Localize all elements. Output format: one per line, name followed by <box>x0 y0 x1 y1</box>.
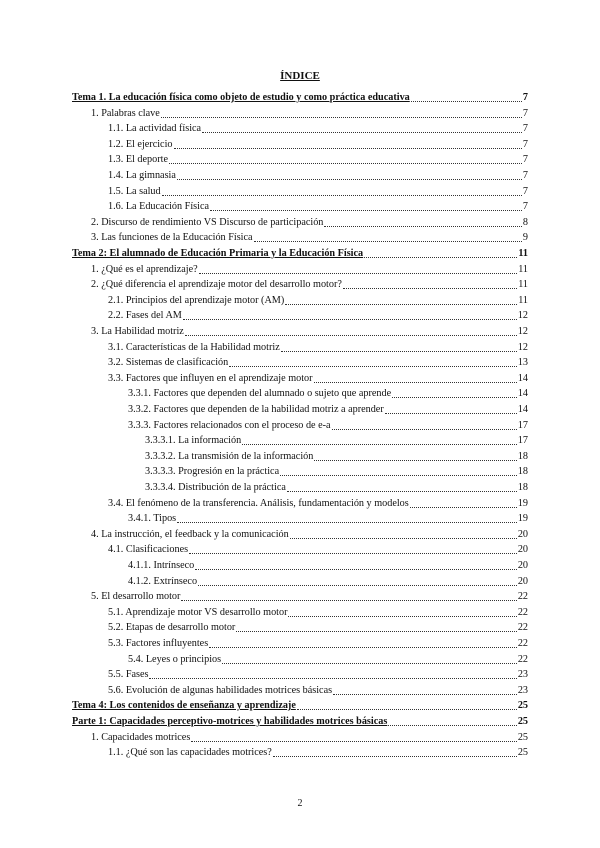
toc-entry-label: 3.3.2. Factores que dependen de la habilidad motriz a aprender <box>128 404 384 415</box>
toc-entry-label: 3.4.1. Tipos <box>128 513 177 525</box>
toc-entry-label: 5.6. Evolución de algunas habilidades motrices básicas <box>108 684 333 696</box>
toc-entry-page: 9 <box>522 232 528 244</box>
toc-entry-page: 20 <box>517 575 528 587</box>
toc-entry-page: 11 <box>518 263 528 275</box>
dot-leader <box>169 153 522 164</box>
dot-leader <box>324 216 522 227</box>
dot-leader <box>410 497 517 508</box>
toc-entry-page: 25 <box>517 700 528 712</box>
toc-entry[interactable] <box>108 370 528 385</box>
toc-entry-page: 17 <box>517 419 528 431</box>
toc-entry[interactable] <box>91 323 528 338</box>
dot-leader <box>185 325 517 336</box>
toc-entry-label: Tema 1. La educación física como objeto de estudio y como práctica educativa <box>72 92 410 103</box>
toc-entry-label: 3.3.3.4. Distribución de la práctica <box>145 482 286 493</box>
dot-leader <box>385 403 517 414</box>
dot-leader <box>174 138 522 149</box>
toc-entry[interactable] <box>91 526 528 541</box>
toc-entry[interactable] <box>145 448 528 463</box>
toc-entry[interactable] <box>91 214 528 229</box>
toc-entry-label: 4.1.2. Extrínseco <box>128 575 198 587</box>
toc-entry-label: 5.4. Leyes o principios <box>128 653 222 665</box>
dot-leader <box>297 699 517 710</box>
toc-entry-label: 1. Palabras clave <box>91 107 160 119</box>
toc-entry-page: 7 <box>522 185 528 197</box>
toc-entry[interactable] <box>108 183 528 198</box>
toc-entry[interactable] <box>108 619 528 634</box>
toc-entry-label: 3.3. Factores que influyen en el aprendizaje motor <box>108 372 313 384</box>
index-title: ÍNDICE <box>280 70 320 82</box>
dot-leader <box>177 512 517 523</box>
toc-entry[interactable] <box>128 651 528 666</box>
dot-leader <box>202 122 522 133</box>
dot-leader <box>388 715 517 726</box>
toc-entry[interactable] <box>108 136 528 151</box>
toc-entry-page: 12 <box>517 310 528 322</box>
toc-entry-page: 22 <box>517 653 528 665</box>
dot-leader <box>149 668 516 679</box>
toc-entry-page: 19 <box>517 497 528 509</box>
dot-leader <box>273 746 517 757</box>
toc-entry-page: 17 <box>517 435 528 447</box>
toc-entry-page: 23 <box>517 684 528 696</box>
toc-entry-label: 3.3.3. Factores relacionados con el proceso de e-a <box>128 419 331 431</box>
toc-entry-page: 22 <box>517 638 528 649</box>
toc-entry-page: 7 <box>522 107 528 119</box>
dot-leader <box>183 309 517 320</box>
toc-entry-page: 23 <box>517 669 528 681</box>
dot-leader <box>209 637 517 648</box>
toc-entry-label: 3.1. Características de la Habilidad motriz <box>108 341 280 353</box>
toc-entry[interactable] <box>108 682 528 697</box>
toc-entry-page: 7 <box>522 123 528 135</box>
toc-entry-page: 12 <box>517 341 528 353</box>
dot-leader <box>195 559 517 570</box>
toc-entry[interactable] <box>108 307 528 322</box>
toc-entry-page: 18 <box>517 482 528 493</box>
toc-entry[interactable] <box>108 339 528 354</box>
toc-entry-label: 4.1. Clasificaciones <box>108 544 189 556</box>
toc-entry-page: 22 <box>517 606 528 618</box>
toc-entry[interactable] <box>108 604 528 619</box>
toc-entry-label: Parte 1: Capacidades perceptivo-motrices y habilidades motrices básicas <box>72 716 388 727</box>
toc-entry-page: 13 <box>517 357 528 369</box>
toc-entry[interactable] <box>108 198 528 213</box>
dot-leader <box>177 169 522 180</box>
toc-entry-page: 25 <box>517 716 528 727</box>
toc-entry-page: 11 <box>518 248 528 259</box>
toc-entry-page: 18 <box>517 450 528 462</box>
dot-leader <box>285 294 517 305</box>
toc-entry-label: Tema 4: Los contenidos de enseñanza y aprendizaje <box>72 700 296 712</box>
dot-leader <box>288 606 516 617</box>
toc-entry-page: 14 <box>517 388 528 400</box>
toc-entry-label: 1. Capacidades motrices <box>91 731 191 743</box>
dot-leader <box>411 91 522 102</box>
toc-entry-label: 3.3.3.2. La transmisión de la información <box>145 450 314 462</box>
dot-leader <box>242 434 517 445</box>
toc-entry[interactable] <box>128 557 528 572</box>
toc-entry[interactable] <box>108 666 528 681</box>
toc-entry[interactable] <box>128 510 528 525</box>
toc-entry-label: 1.1. La actividad física <box>108 123 202 135</box>
toc-entry-label: 1.2. El ejercicio <box>108 138 173 150</box>
dot-leader <box>290 528 517 539</box>
toc-entry-label: 3.3.3.1. La información <box>145 435 242 447</box>
toc-entry-label: 2.2. Fases del AM <box>108 310 182 322</box>
toc-entry[interactable] <box>91 729 528 744</box>
toc-entry-page: 14 <box>517 372 528 384</box>
toc-entry[interactable] <box>91 276 528 291</box>
toc-entry-page: 7 <box>522 154 528 166</box>
toc-entry[interactable] <box>108 354 528 369</box>
toc-entry-page: 18 <box>517 466 528 478</box>
toc-entry-page: 14 <box>517 404 528 415</box>
dot-leader <box>181 590 516 601</box>
toc-entry[interactable] <box>108 541 528 556</box>
toc-entry-label: 3. Las funciones de la Educación Física <box>91 232 253 244</box>
toc-entry[interactable] <box>91 105 528 120</box>
toc-entry[interactable] <box>108 167 528 182</box>
toc-entry[interactable] <box>72 713 528 728</box>
toc-entry-label: 3.4. El fenómeno de la transferencia. Análisis, fundamentación y modelos <box>108 497 409 509</box>
toc-entry-label: 1.4. La gimnasia <box>108 170 176 181</box>
toc-entry-label: 3. La Habilidad motriz <box>91 326 184 337</box>
toc-entry-label: 5.1. Aprendizaje motor VS desarrollo motor <box>108 606 288 618</box>
toc-entry-page: 7 <box>522 201 528 213</box>
dot-leader <box>199 263 518 274</box>
toc-entry-page: 20 <box>517 528 528 540</box>
toc-entry[interactable] <box>108 151 528 166</box>
toc-entry[interactable] <box>108 120 528 135</box>
dot-leader <box>287 481 517 492</box>
toc-entry[interactable] <box>108 495 528 510</box>
toc-entry[interactable] <box>145 479 528 494</box>
toc-entry-label: 3.3.1. Factores que dependen del alumnado o sujeto que aprende <box>128 388 392 400</box>
dot-leader <box>191 731 517 742</box>
toc-entry[interactable] <box>128 573 528 588</box>
dot-leader <box>161 107 522 118</box>
toc-entry[interactable] <box>72 697 528 712</box>
toc-entry[interactable] <box>145 432 528 447</box>
toc-entry[interactable] <box>108 292 528 307</box>
toc-entry[interactable] <box>108 635 528 650</box>
dot-leader <box>280 465 517 476</box>
toc-entry-page: 12 <box>517 326 528 337</box>
dot-leader <box>364 247 517 258</box>
dot-leader <box>236 621 517 632</box>
toc-entry[interactable] <box>128 385 528 400</box>
toc-entry[interactable] <box>91 588 528 603</box>
toc-entry-label: 4.1.1. Intrínseco <box>128 560 195 571</box>
toc-entry-page: 22 <box>517 622 528 634</box>
toc-entry-page: 11 <box>518 294 528 306</box>
toc-entry-label: 5. El desarrollo motor <box>91 591 181 603</box>
toc-entry-label: 1.3. El deporte <box>108 154 168 166</box>
dot-leader <box>254 231 522 242</box>
toc-entry[interactable] <box>91 229 528 244</box>
toc-entry[interactable] <box>108 744 528 759</box>
toc-entry[interactable] <box>128 417 528 432</box>
toc-entry-page: 7 <box>522 92 528 103</box>
toc-entry-page: 11 <box>518 279 528 291</box>
dot-leader <box>210 200 522 211</box>
toc-entry-label: 1.6. La Educación Física <box>108 201 209 213</box>
dot-leader <box>314 450 516 461</box>
toc-entry-label: 4. La instrucción, el feedback y la comunicación <box>91 528 289 540</box>
toc-entry-page: 8 <box>522 216 528 228</box>
toc-entry[interactable] <box>145 463 528 478</box>
dot-leader <box>229 356 517 367</box>
toc-entry-label: 1. ¿Qué es el aprendizaje? <box>91 263 198 275</box>
dot-leader <box>189 543 517 554</box>
toc-entry-label: Tema 2: El alumnado de Educación Primaria y la Educación Física <box>72 248 364 259</box>
dot-leader <box>343 278 517 289</box>
dot-leader <box>222 653 517 664</box>
toc-entry-page: 22 <box>517 591 528 603</box>
toc-entry-label: 2. Discurso de rendimiento VS Discurso de participación <box>91 216 324 228</box>
toc-entry-page: 20 <box>517 544 528 556</box>
toc-entry-label: 5.3. Factores influyentes <box>108 638 209 649</box>
toc-entry-label: 5.2. Etapas de desarrollo motor <box>108 622 236 634</box>
toc-entry-page: 20 <box>517 560 528 571</box>
toc-entry-page: 25 <box>517 731 528 743</box>
dot-leader <box>333 684 517 695</box>
dot-leader <box>314 372 517 383</box>
toc-entry[interactable] <box>72 89 528 104</box>
page-number: 2 <box>297 798 303 809</box>
toc-entry-label: 3.2. Sistemas de clasificación <box>108 357 229 369</box>
dot-leader <box>198 575 517 586</box>
toc-entry-page: 25 <box>517 747 528 759</box>
toc-entry[interactable] <box>128 401 528 416</box>
dot-leader <box>162 185 522 196</box>
toc-entry-label: 2. ¿Qué diferencia el aprendizaje motor del desarrollo motor? <box>91 279 342 291</box>
toc-entry[interactable] <box>91 261 528 276</box>
toc-entry-label: 5.5. Fases <box>108 669 149 681</box>
dot-leader <box>281 341 517 352</box>
toc-entry-label: 2.1. Principios del aprendizaje motor (AM) <box>108 294 285 306</box>
toc-entry-label: 3.3.3.3. Progresión en la práctica <box>145 466 280 478</box>
toc-entry-page: 7 <box>522 170 528 181</box>
toc-entry-label: 1.1. ¿Qué son las capacidades motrices? <box>108 747 272 759</box>
toc-entry[interactable] <box>72 245 528 260</box>
toc-entry-label: 1.5. La salud <box>108 185 161 197</box>
dot-leader <box>392 387 517 398</box>
toc-entry-page: 7 <box>522 138 528 150</box>
toc-entry-page: 19 <box>517 513 528 525</box>
dot-leader <box>332 419 517 430</box>
